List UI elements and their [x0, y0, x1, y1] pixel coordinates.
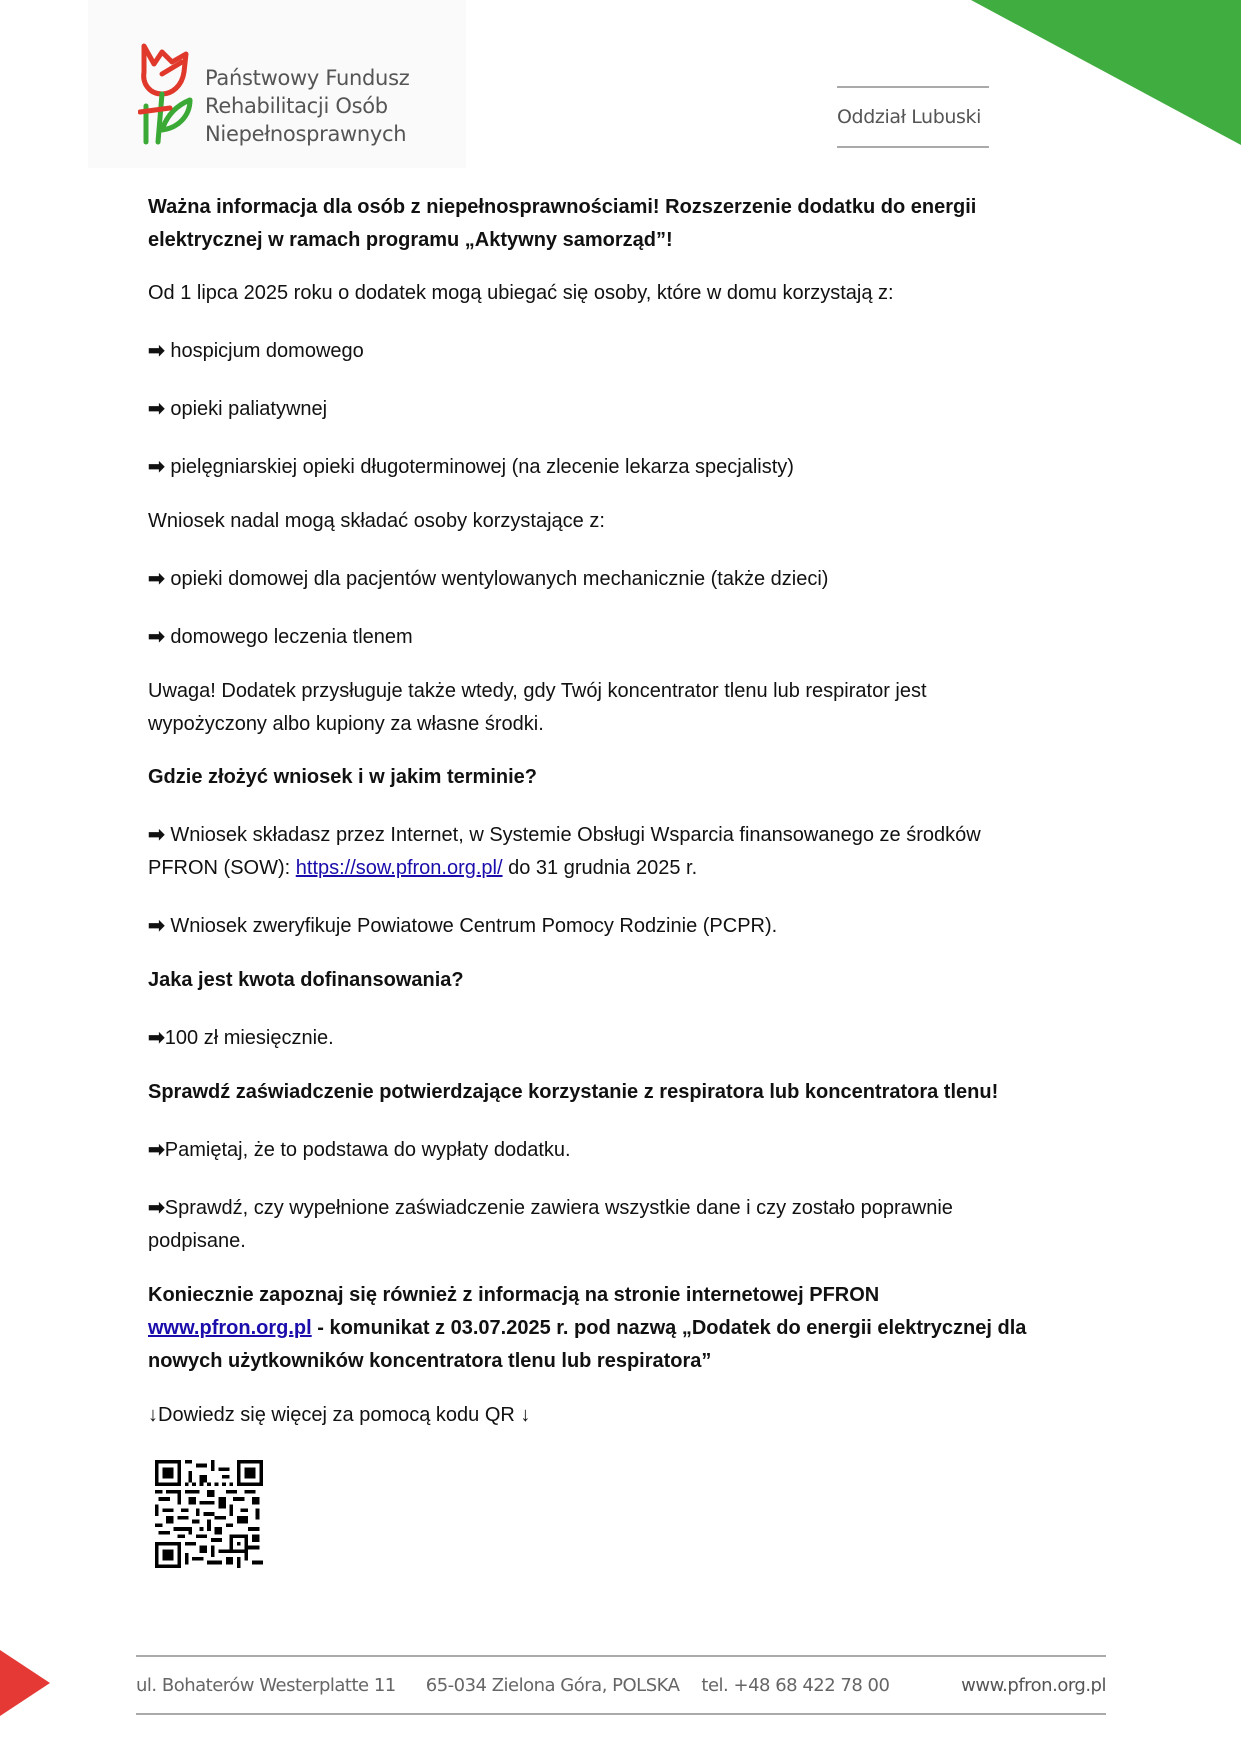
list-item — [148, 334, 364, 368]
arrow-right-icon: ➡ — [148, 1139, 165, 1161]
where-item-text: Wniosek zweryfikuje Powiatowe Centrum Pomocy Rodzinie (PCPR). — [170, 915, 778, 937]
list-item — [148, 562, 828, 596]
organization-name — [205, 64, 409, 148]
arrow-right-icon: ➡ — [148, 824, 165, 846]
where-item-continued — [148, 851, 697, 885]
arrow-right-icon: ➡ — [148, 1027, 165, 1049]
footer-address: ul. Bohaterów Westerplatte 11 — [136, 1674, 396, 1696]
department-label: Oddział Lubuski — [837, 86, 989, 148]
section-heading-where: Gdzie złożyć wniosek i w jakim terminie? — [148, 766, 538, 788]
green-corner-decoration — [971, 0, 1241, 145]
arrow-right-icon: ➡ — [148, 340, 165, 362]
footer-website[interactable]: www.pfron.org.pl — [961, 1674, 1106, 1696]
list-item — [148, 450, 794, 484]
note-line: Uwaga! Dodatek przysługuje także wtedy, gdy Twój koncentrator tlenu lub respirator jest — [148, 680, 927, 702]
must-read-line: Koniecznie zapoznaj się również z informacją na stronie internetowej PFRON — [148, 1284, 880, 1306]
intro-text: Od 1 lipca 2025 roku o dodatek mogą ubiegać się osoby, które w domu korzystają z: — [148, 282, 894, 304]
where-item-text: Wniosek składasz przez Internet, w Systemie Obsługi Wsparcia finansowanego ze środków — [170, 824, 981, 846]
section-heading-check: Sprawdź zaświadczenie potwierdzające korzystanie z respiratora lub koncentratora tlenu! — [148, 1081, 999, 1103]
list-item-text: hospicjum domowego — [170, 340, 364, 362]
logo-line: Państwowy Fundusz — [205, 66, 410, 90]
where-item — [148, 909, 777, 943]
title-line: Ważna informacja dla osób z niepełnosprawnościami! Rozszerzenie dodatku do energii — [148, 196, 977, 218]
footer-city: 65-034 Zielona Góra, POLSKA — [425, 1674, 680, 1696]
still-intro-text: Wniosek nadal mogą składać osoby korzystające z: — [148, 510, 605, 532]
qr-code[interactable] — [155, 1460, 263, 1568]
list-item — [148, 392, 327, 426]
arrow-right-icon: ➡ — [148, 626, 165, 648]
must-read-text: - komunikat z 03.07.2025 r. pod nazwą „Dodatek do energii elektrycznej dla — [311, 1317, 1027, 1339]
list-item — [148, 620, 413, 654]
qr-caption: ↓Dowiedz się więcej za pomocą kodu QR ↓ — [148, 1404, 531, 1426]
check-item — [148, 1133, 571, 1167]
must-read-line: nowych użytkowników koncentratora tlenu lub respiratora” — [148, 1350, 712, 1372]
where-item-text: do 31 grudnia 2025 r. — [502, 857, 698, 879]
list-item-text: opieki domowej dla pacjentów wentylowanych mechanicznie (także dzieci) — [170, 568, 829, 590]
arrow-right-icon: ➡ — [148, 456, 165, 478]
where-item — [148, 818, 981, 852]
logo-line: Niepełnosprawnych — [205, 122, 407, 146]
pfron-website-link[interactable]: www.pfron.org.pl — [148, 1317, 312, 1339]
must-read-line — [148, 1311, 1026, 1345]
check-item — [148, 1191, 953, 1225]
sow-link[interactable]: https://sow.pfron.org.pl/ — [295, 857, 503, 879]
page-footer — [136, 1655, 1106, 1715]
where-item-text: PFRON (SOW): — [148, 857, 296, 879]
check-item-continued: podpisane. — [148, 1230, 246, 1252]
arrow-right-icon: ➡ — [148, 568, 165, 590]
title-line: elektrycznej w ramach programu „Aktywny samorząd”! — [148, 229, 673, 251]
list-item-text: opieki paliatywnej — [170, 398, 328, 420]
note-line: wypożyczony albo kupiony za własne środki. — [148, 713, 544, 735]
amount-item — [148, 1021, 334, 1055]
arrow-right-icon: ➡ — [148, 1197, 165, 1219]
footer-phone: tel. +48 68 422 78 00 — [701, 1674, 890, 1696]
red-triangle-decoration — [0, 1650, 50, 1716]
section-heading-amount: Jaka jest kwota dofinansowania? — [148, 969, 464, 991]
arrow-right-icon: ➡ — [148, 398, 165, 420]
amount-value: 100 zł miesięcznie. — [164, 1027, 334, 1049]
check-item-text: Pamiętaj, że to podstawa do wypłaty dodatku. — [164, 1139, 571, 1161]
list-item-text: domowego leczenia tlenem — [170, 626, 413, 648]
logo-line: Rehabilitacji Osób — [205, 94, 388, 118]
arrow-right-icon: ➡ — [148, 915, 165, 937]
pfron-tulip-logo-icon — [138, 42, 196, 146]
check-item-text: Sprawdź, czy wypełnione zaświadczenie zawiera wszystkie dane i czy zostało poprawnie — [164, 1197, 953, 1219]
list-item-text: pielęgniarskiej opieki długoterminowej (na zlecenie lekarza specjalisty) — [170, 456, 794, 478]
